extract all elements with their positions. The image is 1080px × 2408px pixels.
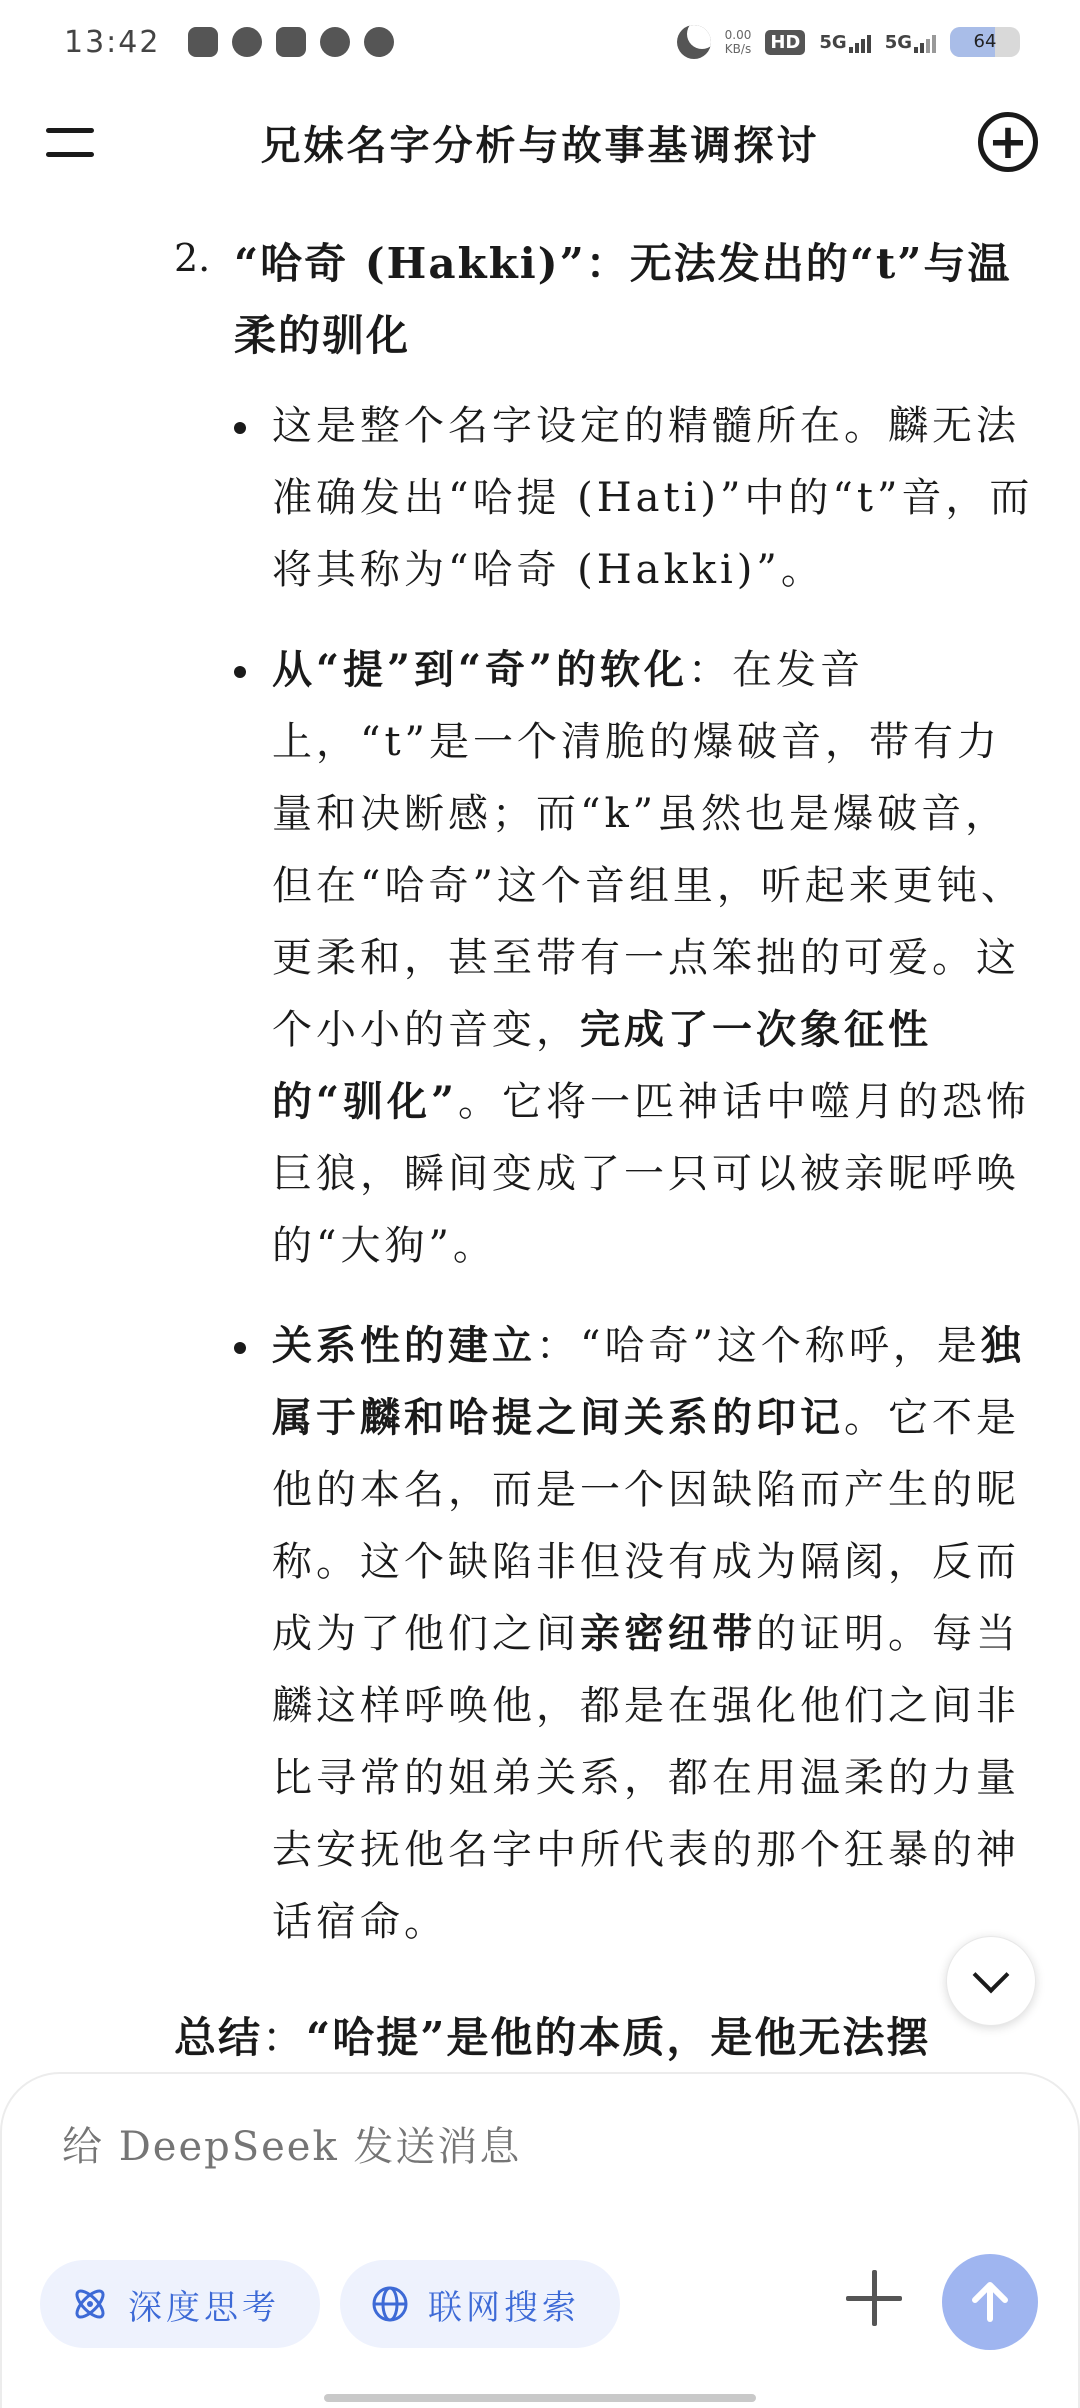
plus-icon[interactable] xyxy=(842,2266,906,2330)
web-search-button[interactable] xyxy=(340,2260,620,2348)
message-content xyxy=(0,220,1080,2080)
bullet-bold: 从“提”到“奇”的软化 xyxy=(272,646,689,693)
list-item xyxy=(234,390,1034,606)
bullet-text: ：“哈奇”这个称呼，是 xyxy=(536,1323,981,1369)
status-time: 13:42 xyxy=(64,24,161,60)
net-speed-unit: KB/s xyxy=(724,42,752,56)
status-right xyxy=(677,25,1020,59)
signal-5g-icon-2 xyxy=(885,32,936,53)
signal-bars-2 xyxy=(914,35,936,53)
menu-icon[interactable] xyxy=(46,122,98,162)
summary-separator: ： xyxy=(262,2013,307,2062)
list-number: 2. xyxy=(174,236,211,280)
list-item xyxy=(234,634,1034,1282)
bullet-text: ：在发音上，“t”是一个清脆的爆破音，带有力量和决断感；而“k”虽然也是爆破音，但在“哈奇”这个音组里，听起来更钝、更柔和，甚至带有一点笨拙的可爱。这个小小的音变， xyxy=(272,647,1025,1053)
battery-level: 64 xyxy=(973,31,997,52)
settings-gear-icon xyxy=(364,27,394,57)
bullet-list xyxy=(234,390,1034,1986)
app-notification-icon xyxy=(276,27,306,57)
sub-heading: “哈奇 (Hakki)”：无法发出的“t”与温柔的驯化 xyxy=(234,239,1012,360)
send-button[interactable] xyxy=(942,2254,1038,2350)
summary-bold: “哈提”是他的本质，是他无法摆 xyxy=(306,2013,931,2062)
list-item xyxy=(234,1310,1034,1958)
deep-think-button[interactable] xyxy=(40,2260,320,2348)
net-speed-value: 0.00 xyxy=(724,28,752,42)
wechat-icon xyxy=(232,27,262,57)
home-indicator[interactable] xyxy=(324,2394,756,2402)
hd-voice-icon: HD xyxy=(765,30,805,55)
web-search-label: 联网搜索 xyxy=(428,2287,580,2328)
summary-label: 总结 xyxy=(174,2013,263,2062)
net-speed xyxy=(725,28,752,56)
summary-paragraph xyxy=(174,2002,1034,2074)
bullet-text: 的证明。每当麟这样呼唤他，都是在强化他们之间非比寻常的姐弟关系，都在用温柔的力量去安抚他名字中所代表的那个狂暴的神话宿命。 xyxy=(272,1611,1020,1945)
bullet-bold: 关系性的建立 xyxy=(272,1322,536,1369)
tv-app-icon xyxy=(188,27,218,57)
chevron-down-icon[interactable] xyxy=(946,1936,1036,2026)
message-composer xyxy=(0,2072,1080,2408)
arrow-up-icon xyxy=(965,2277,1015,2327)
status-notification-icons xyxy=(188,27,394,57)
globe-icon xyxy=(370,2284,410,2324)
signal-bars-1 xyxy=(849,35,871,53)
message-input[interactable] xyxy=(62,2124,962,2170)
page-title: 兄妹名字分析与故事基调探讨 xyxy=(260,121,820,169)
chat-header xyxy=(0,92,1080,192)
atom-icon xyxy=(70,2284,110,2324)
bullet-bold: 独属于麟和哈提之间关系的印记 xyxy=(272,1322,1025,1441)
bullet-text: 这是整个名字设定的精髓所在。麟无法准确发出“哈提 (Hati)”中的“t”音，而将其称为“哈奇 (Hakki)”。 xyxy=(272,403,1034,593)
bullet-bold: 亲密纽带 xyxy=(580,1610,756,1657)
bullet-bold: 完成了一次象征性的“驯化” xyxy=(272,1006,932,1125)
plus-circle-icon[interactable]: + xyxy=(978,112,1038,172)
bullet-text: 。它不是他的本名，而是一个因缺陷而产生的昵称。这个缺陷非但没有成为隔阂，反而成为了他们之间 xyxy=(272,1395,1020,1657)
battery-icon xyxy=(950,27,1020,57)
alarm-icon xyxy=(320,27,350,57)
deep-think-label: 深度思考 xyxy=(128,2287,280,2328)
bullet-text: 。它将一匹神话中噬月的恐怖巨狼，瞬间变成了一只可以被亲昵呼唤的“大狗”。 xyxy=(272,1079,1031,1269)
signal-label-1: 5G xyxy=(819,31,847,53)
signal-label-2: 5G xyxy=(884,31,912,53)
signal-5g-icon-1 xyxy=(819,32,870,53)
do-not-disturb-moon-icon xyxy=(677,25,711,59)
status-bar xyxy=(0,0,1080,84)
